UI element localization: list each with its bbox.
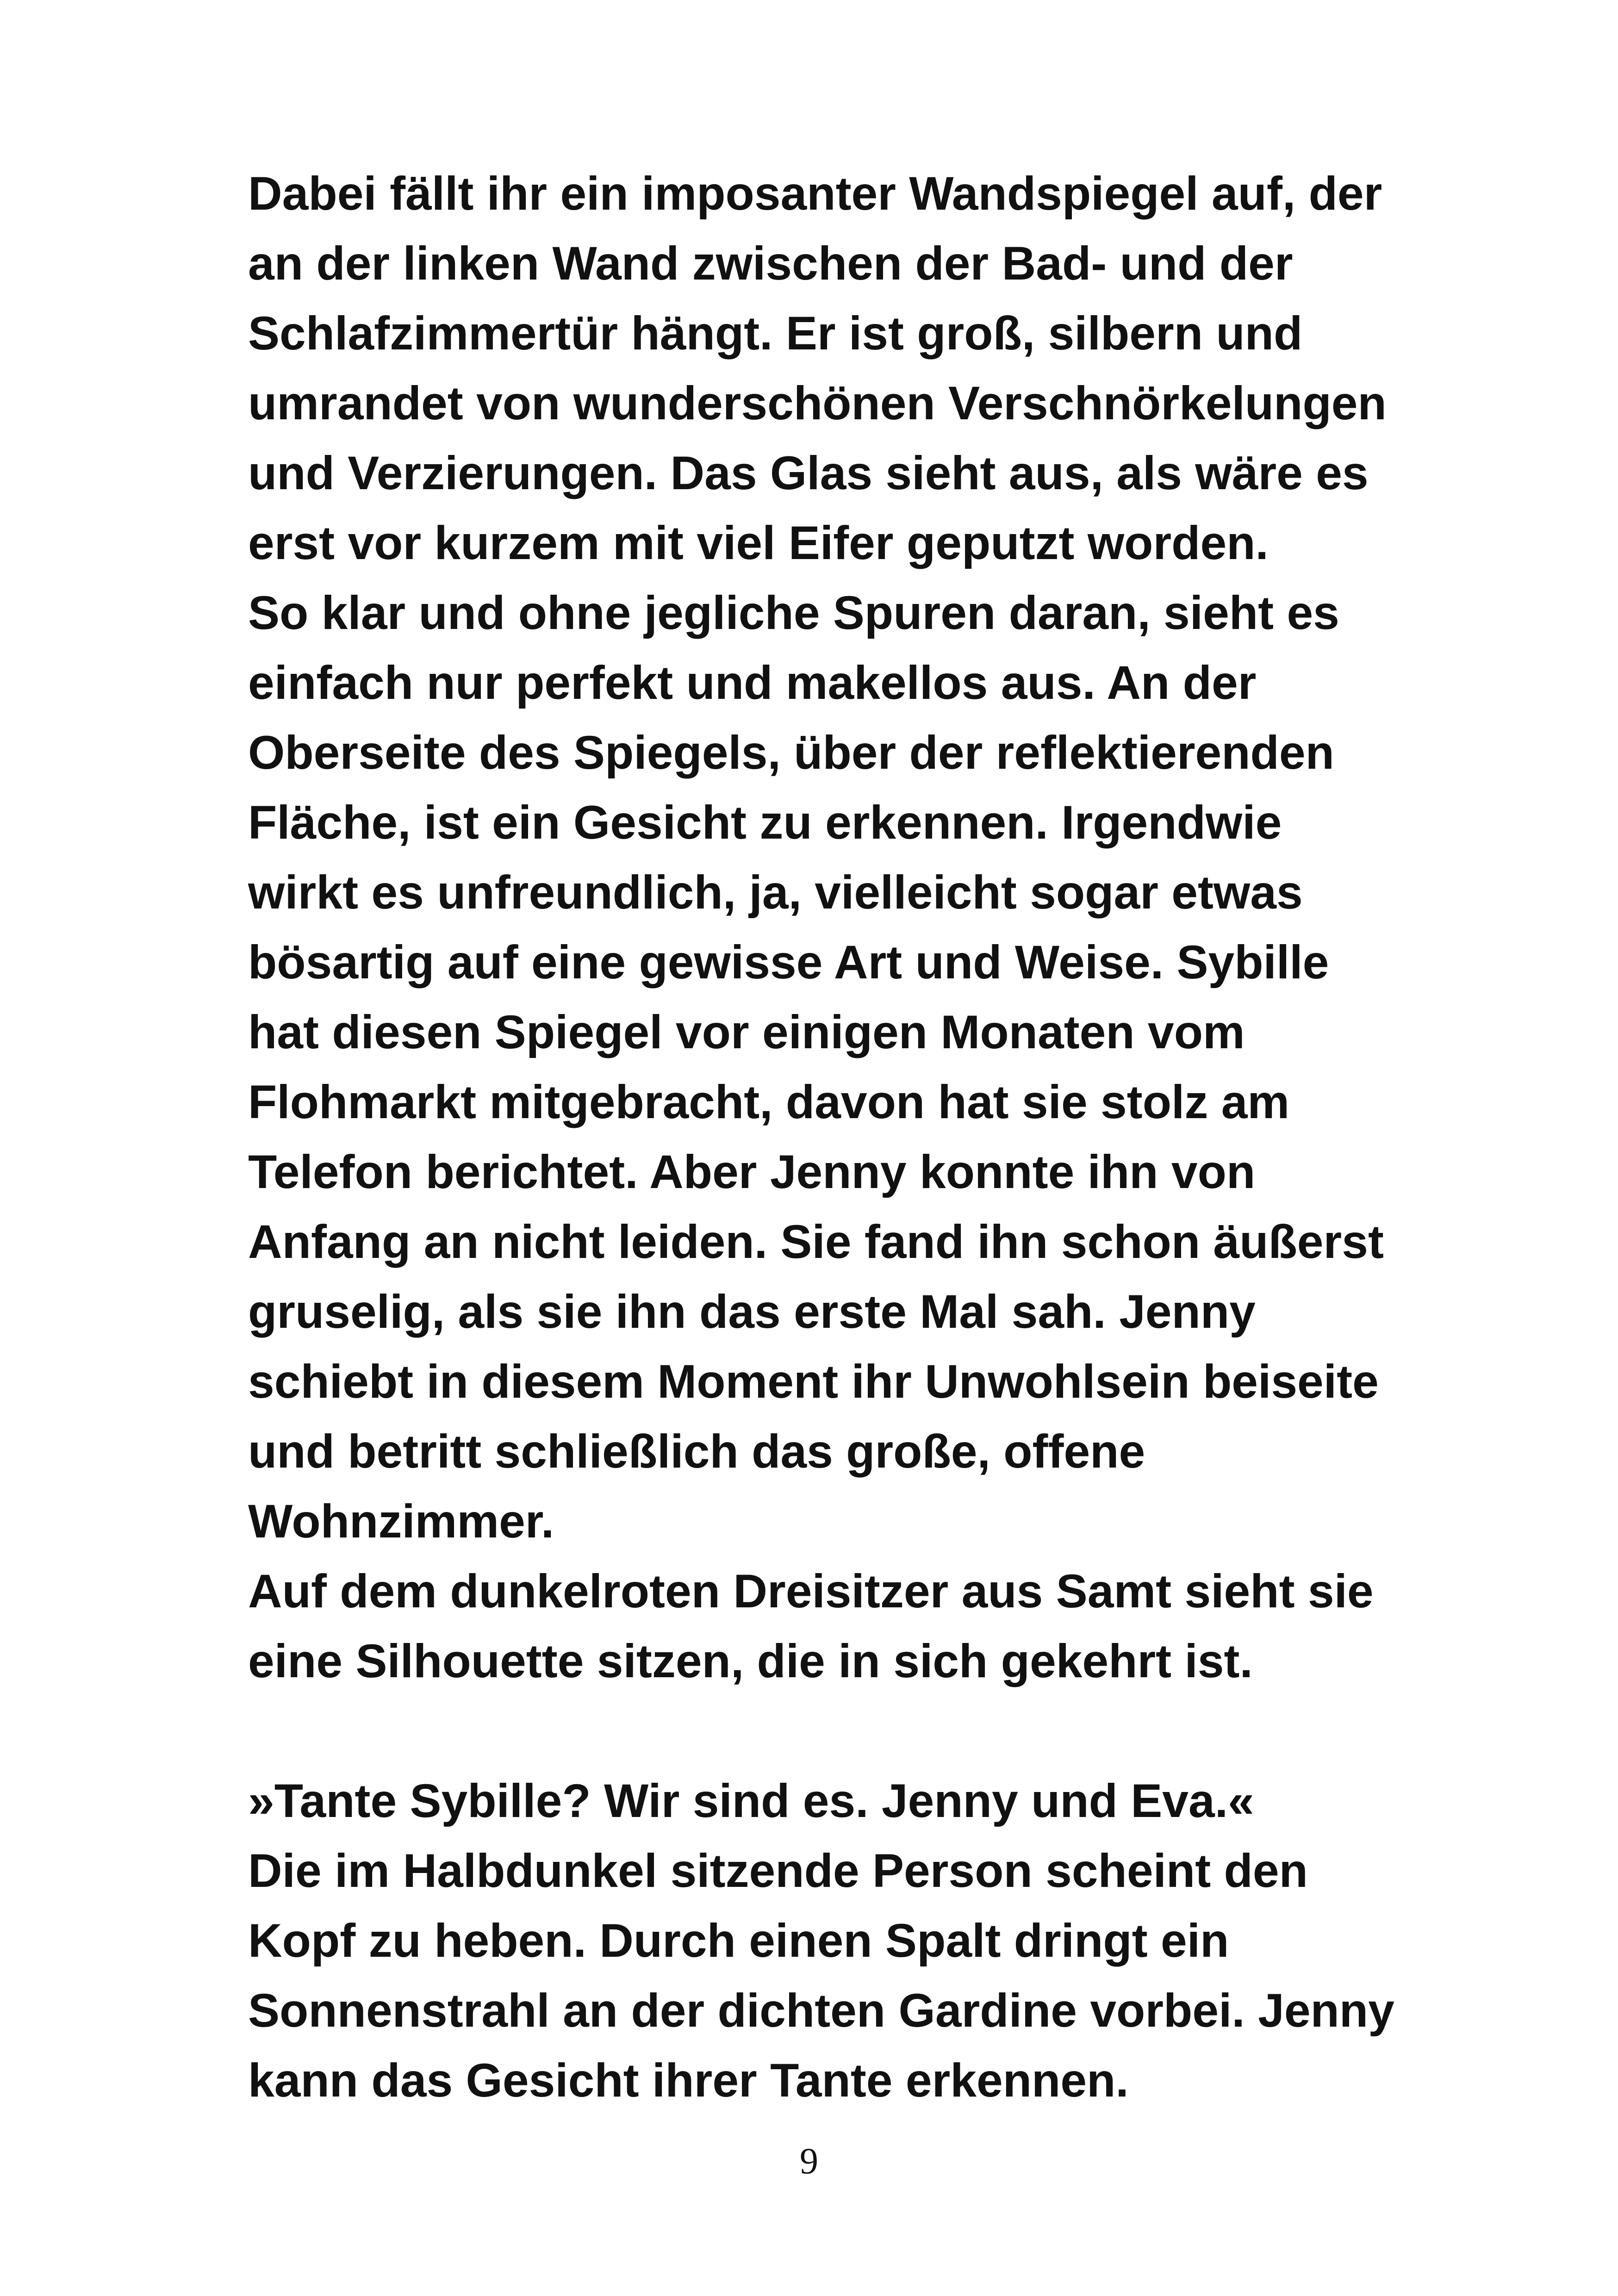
text-line: wirkt es unfreundlich, ja, vielleicht sogar etwas	[248, 866, 1303, 919]
text-line: Oberseite des Spiegels, über der reflektierenden	[248, 726, 1334, 779]
text-line: bösartig auf eine gewisse Art und Weise. Sybille	[248, 936, 1329, 989]
text-line: an der linken Wand zwischen der Bad- und der	[248, 237, 1293, 290]
text-line: gruselig, als sie ihn das erste Mal sah. Jenny	[248, 1285, 1256, 1338]
text-line: umrandet von wunderschönen Verschnörkelungen	[248, 377, 1387, 429]
text-line: Anfang an nicht leiden. Sie fand ihn schon äußerst	[248, 1215, 1384, 1268]
text-line: Auf dem dunkelroten Dreisitzer aus Samt sieht sie	[248, 1565, 1374, 1618]
text-line: Fläche, ist ein Gesicht zu erkennen. Irgendwie	[248, 796, 1282, 849]
text-line: und betritt schließlich das große, offene	[248, 1425, 1145, 1478]
text-line: und Verzierungen. Das Glas sieht aus, als wäre es	[248, 447, 1369, 499]
body-text	[248, 159, 1461, 2116]
text-line: Wohnzimmer.	[248, 1495, 554, 1548]
text-line: eine Silhouette sitzen, die in sich gekehrt ist.	[248, 1635, 1253, 1687]
text-line: Kopf zu heben. Durch einen Spalt dringt ein	[248, 1914, 1229, 1967]
paragraph-spacer	[248, 1696, 1461, 1766]
text-line: Die im Halbdunkel sitzende Person scheint den	[248, 1844, 1308, 1897]
text-line: einfach nur perfekt und makellos aus. An der	[248, 656, 1257, 709]
text-line: schiebt in diesem Moment ihr Unwohlsein beiseite	[248, 1355, 1379, 1408]
text-line: So klar und ohne jegliche Spuren daran, sieht es	[248, 586, 1339, 639]
text-line: erst vor kurzem mit viel Eifer geputzt worden.	[248, 516, 1269, 569]
text-line: Telefon berichtet. Aber Jenny konnte ihn von	[248, 1145, 1256, 1198]
text-line: »Tante Sybille? Wir sind es. Jenny und Eva.«	[248, 1774, 1254, 1827]
text-line: Dabei fällt ihr ein imposanter Wandspiegel auf, der	[248, 167, 1382, 220]
text-line: Flohmarkt mitgebracht, davon hat sie stolz am	[248, 1076, 1290, 1128]
text-line: hat diesen Spiegel vor einigen Monaten vom	[248, 1006, 1245, 1058]
page-number: 9	[800, 2141, 818, 2182]
text-line: Sonnenstrahl an der dichten Gardine vorbei. Jenny	[248, 1984, 1394, 2037]
text-line: kann das Gesicht ihrer Tante erkennen.	[248, 2054, 1129, 2107]
text-line: Schlafzimmertür hängt. Er ist groß, silbern und	[248, 307, 1303, 360]
